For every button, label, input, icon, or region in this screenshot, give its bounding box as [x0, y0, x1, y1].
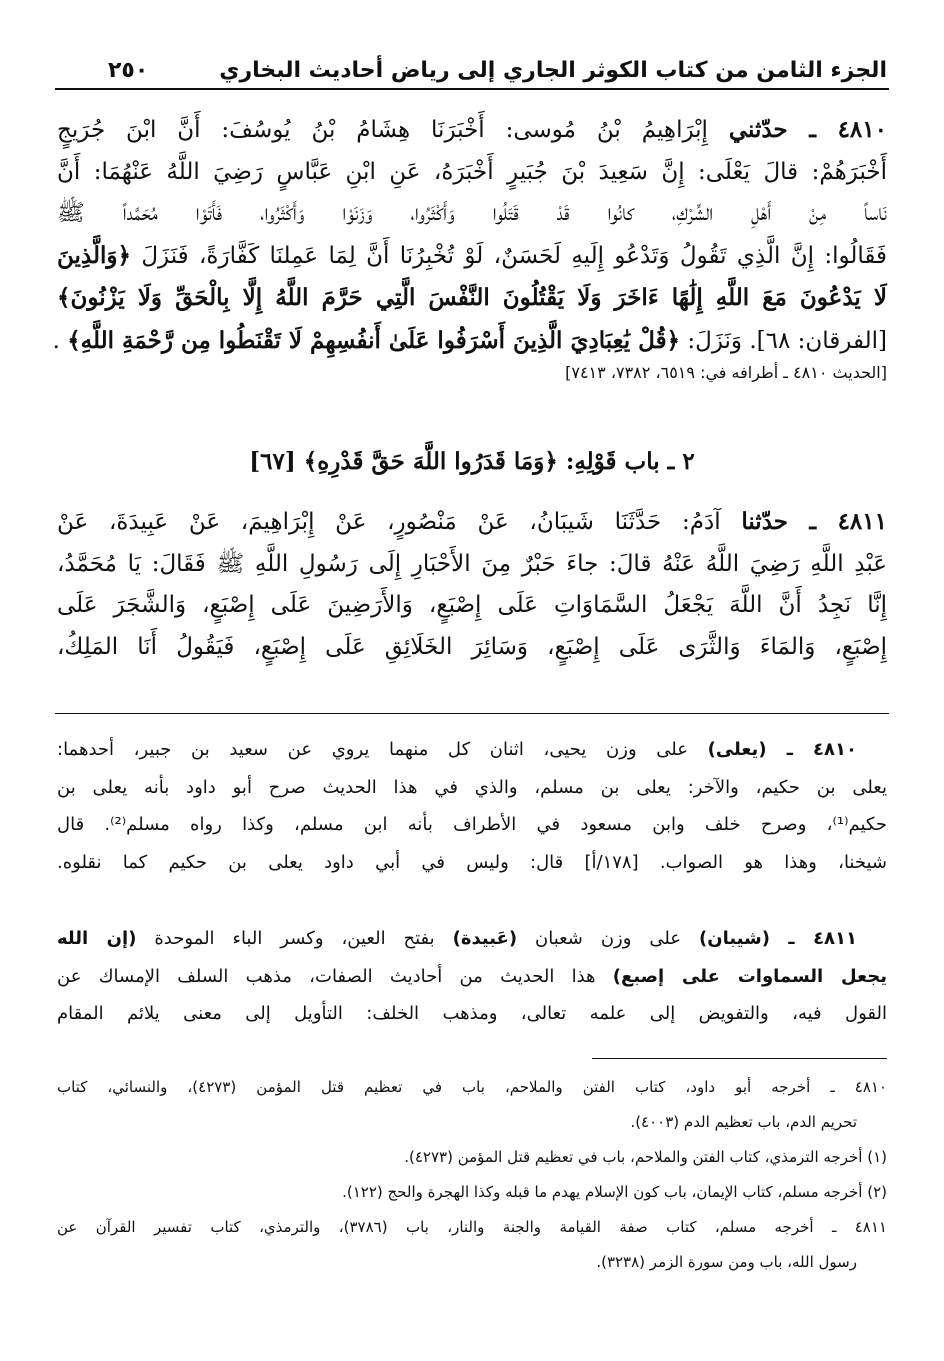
footnote-line: ٤٨١١ ـ أخرجه مسلم، كتاب صفة القيامة والجنة والنار، باب (٣٧٨٦)، والترمذي، كتاب تفسير القرآن عن [57, 1218, 887, 1236]
text-segment: إِصْبَعٍ، وَالمَاءَ وَالثَّرَى عَلَى إِصْبَعٍ، وَسَائِرَ الخَلَائِقِ عَلَى إِصْبَعٍ، فَيَقُولُ أَنَا المَلِكُ، [57, 633, 887, 660]
text-line [57, 995, 887, 1033]
text-segment: بفتح العين، وكسر الباء الموحدة [136, 928, 453, 949]
commentary-4810 [57, 731, 887, 881]
footnote-line: (١) أخرجه الترمذي، كتاب الفتن والملاحم، باب في تعظيم قتل المؤمن (٤٢٧٣). [404, 1148, 887, 1166]
text-segment: إِبْرَاهِيمُ بْنُ مُوسى: أَخْبَرَنَا هِشَامُ بْنُ يُوسُفَ: أَنَّ ابْنَ جُرَيجٍ [57, 117, 729, 143]
header-rule [55, 88, 889, 90]
text-segment: يعلى بن حكيم، والآخر: يعلى بن مسلم، والذي في هذا الحديث صرح أبو داود بأنه يعلى بن [57, 776, 887, 798]
bold-term: ٤٨١١ ـ (شيبان) [698, 928, 858, 949]
text-segment: فَقَالُوا: إِنَّ الَّذِي تَقُولُ وَتَدْعُو إِلَيهِ لَحَسَنٌ، لَوْ تُخْبِرُنَا أَنَّ لِمَا عَمِلنَا كَفَّارَةً، فَنَزَلَ [130, 242, 887, 269]
commentary-rule [55, 713, 889, 714]
footnote-line: تحريم الدم، باب تعظيم الدم (٤٠٠٣). [630, 1113, 857, 1131]
text-line [57, 958, 887, 996]
bold-term: ٤٨١١ ـ حدّثنا [741, 508, 887, 535]
footnotes [57, 1070, 887, 1280]
text-line [57, 193, 887, 235]
text-line [57, 109, 887, 152]
text-line [57, 627, 887, 669]
text-segment: حكيم⁽¹⁾، وصرح خلف وابن مسعود في الأطراف بأنه ابن مسلم، وكذا رواه مسلم⁽²⁾. قال [57, 814, 887, 836]
quran-verse: ﴿وَالَّذِينَ [57, 241, 131, 269]
text-segment: على وزن شعبان [517, 928, 699, 949]
text-line [57, 920, 887, 958]
footnote-line: (٢) أخرجه مسلم، كتاب الإيمان، باب كون الإسلام يهدم ما قبله وكذا الهجرة والحج (١٢٢). [342, 1183, 887, 1201]
running-header-title: الجزء الثامن من كتاب الكوثر الجاري إلى رياض أحاديث البخاري [219, 58, 887, 83]
bold-term: يجعل السماوات على إصبع) [612, 965, 887, 987]
quran-verse: لَا يَدْعُونَ مَعَ اللَّهِ إِلَٰهًا ءَاخَرَ وَلَا يَقْتُلُونَ النَّفْسَ الَّتِي حَرَّمَ اللَّهُ إِلَّا بِالْحَقِّ وَلَا يَزْنُونَ﴾ [57, 284, 887, 311]
text-segment: أَخْبَرَهُمْ: قالَ يَعْلَى: إِنَّ سَعِيدَ بْنَ جُبَيرٍ أَخْبَرَهُ، عَنِ ابْنِ عَبَّاسٍ رَضِيَ اللَّهُ عَنْهُمَا: أَنَّ [57, 158, 887, 185]
footnote-line: ٤٨١٠ ـ أخرجه أبو داود، كتاب الفتن والملاحم، باب في تعظيم قتل المؤمن (٤٢٧٣)، والنسائي، كتاب [57, 1078, 887, 1096]
text-segment: إِنَّا نَجِدُ أَنَّ اللَّهَ يَجْعَلُ السَّمَاوَاتِ عَلَى إِصْبَعٍ، وَالأَرَضِينَ عَلَى إِصْبَعٍ، وَالشَّجَرَ عَلَى [57, 592, 887, 618]
quran-verse: ﴿قُلْ يَٰعِبَادِيَ الَّذِينَ أَسْرَفُوا عَلَىٰ أَنفُسِهِمْ لَا تَقْنَطُوا مِن رَّحْمَةِ اللَّهِ﴾ [67, 326, 681, 354]
text-line [57, 769, 887, 807]
text-line [57, 544, 887, 586]
text-line [57, 501, 887, 544]
text-line [57, 844, 887, 882]
text-line [57, 585, 887, 627]
bold-term: ٤٨١٠ ـ (يعلى) [707, 739, 857, 760]
hadith-4810-cross-reference [57, 360, 887, 386]
text-segment: القول فيه، والتفويض إلى علمه تعالى، ومذهب الخلف: التأويل إلى معنى يلائم المقام [57, 1003, 887, 1025]
hadith-4811 [57, 501, 887, 668]
text-segment: [الفرقان: ٦٨]. وَنَزَلَ: [680, 327, 887, 354]
text-segment: . [52, 327, 68, 354]
footnote-rule [592, 1058, 887, 1059]
text-segment: عَبْدِ اللَّهِ رَضِيَ اللَّهُ عَنْهُ قالَ: جاءَ حَبْرٌ مِنَ الأَحْبَارِ إِلَى رَسُولِ اللَّهِ ﷺ فَقَالَ: يَا مُحَمَّدُ، [57, 550, 887, 577]
text-line [57, 235, 887, 278]
text-segment: على وزن يحيى، اثنان كل منهما يروي عن سعيد بن جبير، أحدهما: [57, 739, 708, 760]
text-line [57, 277, 887, 320]
footnote-line: رسول الله، باب ومن سورة الزمر (٣٢٣٨). [596, 1253, 857, 1271]
cross-reference-text: [الحديث ٤٨١٠ ـ أطرافه في: ٦٥١٩، ٧٣٨٢، ٧٤١٣] [565, 363, 887, 382]
bold-term: (إن الله [57, 928, 137, 949]
text-segment: آدَمُ: حَدَّثَنَا شَيبَانُ، عَنْ مَنْصُورٍ، عَنْ إِبْرَاهِيمَ، عَنْ عَبِيدَةَ، عَنْ [57, 509, 742, 535]
text-segment: نَاساً مِنْ أَهْلِ الشِّرْكِ، كانُوا قَدْ قَتَلُوا وَأَكْثَرُوا، وَزَنَوْا وَأَكْثَرُوا، فَأَتَوْا مُحَمَّداً ﷺ [57, 200, 887, 226]
text-line [57, 152, 887, 194]
text-line [52, 320, 887, 363]
commentary-4811 [57, 920, 887, 1033]
text-segment: شيخنا، وهذا هو الصواب. [١٧٨/أ] قال: وليس في أبي داود يعلى بن حكيم كما نقلوه. [57, 851, 887, 873]
hadith-4810 [52, 109, 887, 362]
text-segment: هذا الحديث من أحاديث الصفات، مذهب السلف الإمساك عن [57, 965, 613, 987]
bold-term: ٤٨١٠ ـ حدّثني [728, 116, 887, 143]
chapter-heading: ٢ ـ باب قَوْلِهِ: ﴿وَمَا قَدَرُوا اللَّهَ حَقَّ قَدْرِهِ﴾ [٦٧] [249, 448, 695, 475]
bold-term: (عَبيدة) [452, 928, 518, 949]
text-line [57, 806, 887, 844]
text-line [57, 731, 887, 769]
page-number: ٢٥٠ [108, 58, 149, 83]
